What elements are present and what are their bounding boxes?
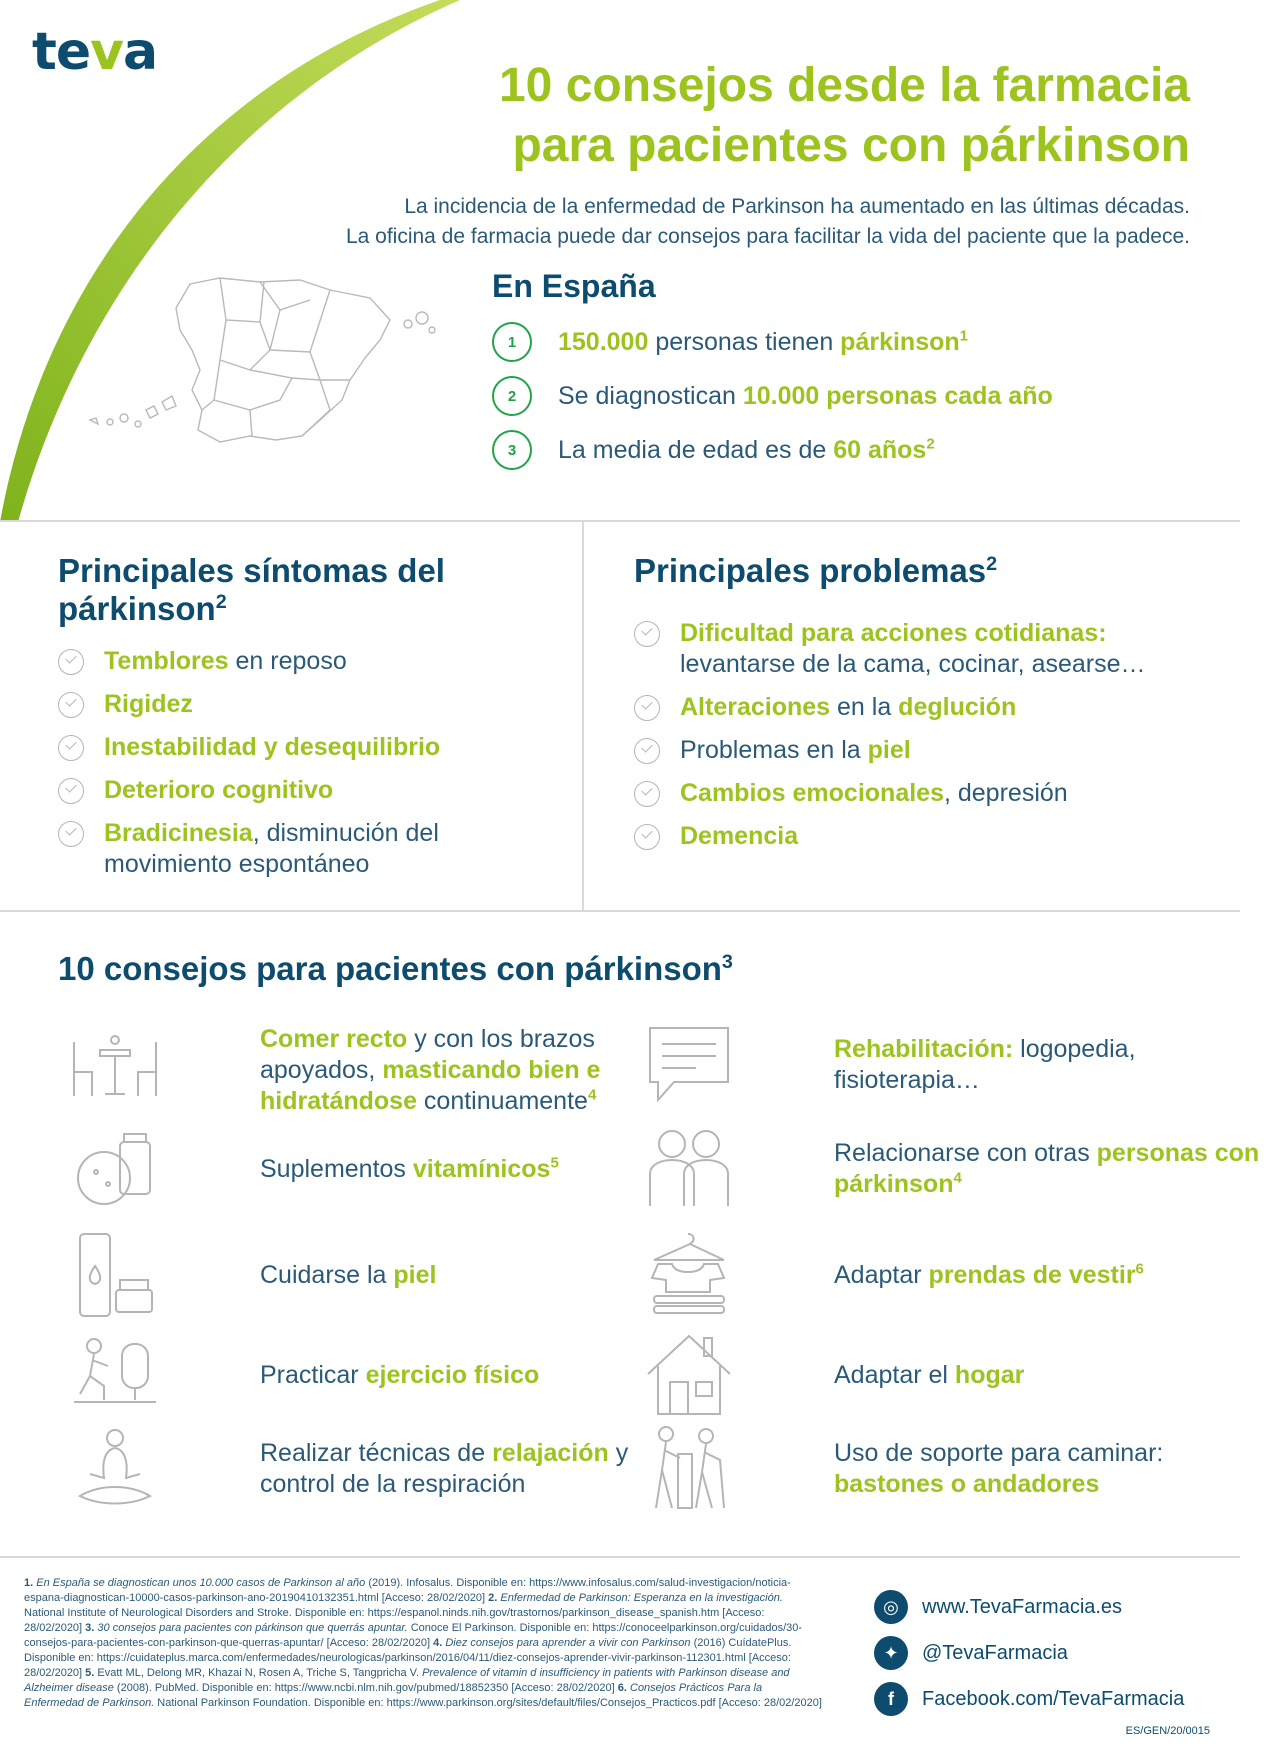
spain-map-icon bbox=[80, 260, 440, 490]
stat-number: 3 bbox=[492, 430, 532, 470]
intro-text: La incidencia de la enfermedad de Parkinson ha aumentado en las últimas décadas. La oficina de farmacia puede dar consejos para facilitar la vida del paciente que la padece. bbox=[345, 195, 1190, 248]
skin-cream-icon bbox=[70, 1230, 160, 1320]
facebook-link[interactable]: f Facebook.com/TevaFarmacia bbox=[874, 1682, 1184, 1716]
problems-title: Principales problemas$^2$ bbox=[634, 552, 998, 589]
tip-text: Uso de soporte para caminar: bastones o andadores bbox=[834, 1439, 1164, 1498]
check-icon bbox=[634, 738, 660, 764]
list-item: Cambios emocionales, depresión bbox=[634, 778, 1194, 809]
problems-list bbox=[634, 618, 1194, 864]
page-title: 10 consejos desde la farmacia para pacientes con párkinson bbox=[498, 59, 1190, 172]
tip-item bbox=[644, 1230, 1264, 1320]
list-item: Inestabilidad y desequilibrio bbox=[58, 732, 538, 763]
tip-text: Relacionarse con otras personas con párkinson$^4$ bbox=[834, 1139, 1260, 1198]
list-item: Rigidez bbox=[58, 689, 538, 720]
tip-text: Practicar ejercicio físico bbox=[260, 1360, 540, 1389]
facebook-icon: f bbox=[874, 1682, 908, 1716]
list-item: Deterioro cognitivo bbox=[58, 775, 538, 806]
list-item: Demencia bbox=[634, 821, 1194, 852]
stat-number: 1 bbox=[492, 322, 532, 362]
list-item: Temblores en reposo bbox=[58, 646, 538, 677]
check-icon bbox=[634, 695, 660, 721]
divider bbox=[0, 520, 1240, 522]
stat-item: 2 Se diagnostican 10.000 personas cada año bbox=[492, 376, 1053, 416]
twitter-icon: ✦ bbox=[874, 1636, 908, 1670]
check-icon bbox=[634, 781, 660, 807]
tip-text: Adaptar prendas de vestir$^6$ bbox=[834, 1260, 1144, 1289]
stat-number: 2 bbox=[492, 376, 532, 416]
check-icon bbox=[634, 824, 660, 850]
globe-icon: ◎ bbox=[874, 1590, 908, 1624]
tip-text: Comer recto y con los brazos apoyados, masticando bien e hidratándose continuamente$^4$ bbox=[260, 1025, 601, 1115]
list-item: Alteraciones en la deglución bbox=[634, 692, 1194, 723]
list-item: Problemas en la piel bbox=[634, 735, 1194, 766]
teva-logo: teva bbox=[32, 22, 158, 82]
people-icon bbox=[644, 1124, 734, 1214]
divider bbox=[0, 910, 1240, 912]
tip-text: Cuidarse la piel bbox=[260, 1260, 437, 1289]
check-icon bbox=[634, 621, 660, 647]
list-item: Dificultad para acciones cotidianas: levantarse de la cama, cocinar, asearse… bbox=[634, 618, 1194, 680]
orange-vitamins-icon bbox=[70, 1124, 160, 1214]
tip-item bbox=[70, 1330, 650, 1420]
check-icon bbox=[58, 649, 84, 675]
references: 1. En España se diagnostican unos 10.000 casos de Parkinson al año (2019). Infosalus. Disponible en: https://www.infosalus.com/salud-investigacion/noticia-espana-diagnostican-10000-casos-parkinson-ano-20190410132351.html [Acceso: 28/02/2020] 2. Enfermedad de Parkinson: Esperanza en la investigación. National Institute of Neurological Disorders and Stroke. Disponible en: https://espanol.ninds.nih.gov/trastornos/parkinson_disease_spanish.htm [Acceso: 28/02/2020] 3. 30 consejos para pacientes con párkinson que querrás apuntar. Conoce El Parkinson. Disponible en: https://conoceelparkinson.org/cuidados/30-consejos-para-pacientes-con-parkinson-que-querras-apuntar/ [Acceso: 28/02/2020] 4. Diez consejos para aprender a vivir con Parkinson (2016) CuídatePlus. Disponible en: https://cuidateplus.marca.com/enfermedades/neurologicas/parkinson/2016/04/11/diez-consejos-aprender-vivir-parkinson-112301.html [Acceso: 28/02/2020] 5. Evatt ML, Delong MR, Khazai N, Rosen A, Triche S, Tangpricha V. Prevalence of vitamin d insufficiency in patients with Parkinson disease and Alzheimer disease (2008). PubMed. Disponible en: https://www.ncbi.nlm.nih.gov/pubmed/18852350 [Acceso: 28/02/2020] 6. Consejos Prácticos Para la Enfermedad de Parkinson. National Parkinson Foundation. Disponible en: https://www.parkinson.org/sites/default/files/Consejos_Practicos.pdf [Acceso: 28/02/2020] bbox=[24, 1577, 822, 1709]
tip-item bbox=[70, 1124, 650, 1214]
tip-text: Rehabilitación: logopedia, fisioterapia… bbox=[834, 1035, 1136, 1094]
check-icon bbox=[58, 821, 84, 847]
document-code: ES/GEN/20/0015 bbox=[1125, 1725, 1210, 1737]
clothes-icon bbox=[644, 1230, 734, 1320]
tips-title: 10 consejos para pacientes con párkinson$^3$ bbox=[58, 950, 733, 987]
symptoms-list bbox=[58, 646, 538, 892]
walking-aid-icon bbox=[644, 1424, 734, 1514]
tip-item bbox=[644, 1424, 1264, 1514]
tip-text: Suplementos vitamínicos$^5$ bbox=[260, 1154, 559, 1183]
twitter-link[interactable]: ✦ @TevaFarmacia bbox=[874, 1636, 1068, 1670]
tip-item bbox=[644, 1330, 1264, 1420]
tip-item bbox=[644, 1124, 1264, 1214]
check-icon bbox=[58, 778, 84, 804]
stat-item: 3 La media de edad es de 60 años$^2$ bbox=[492, 430, 935, 470]
home-icon bbox=[644, 1330, 734, 1420]
exercise-icon bbox=[70, 1330, 160, 1420]
divider bbox=[0, 1556, 1240, 1558]
check-icon bbox=[58, 692, 84, 718]
stat-item: 1 150.000 personas tienen párkinson$^1$ bbox=[492, 322, 968, 362]
tip-text: Realizar técnicas de relajación y control de la respiración bbox=[260, 1439, 629, 1498]
tip-item bbox=[70, 1230, 650, 1320]
tip-item bbox=[70, 1424, 650, 1514]
website-link[interactable]: ◎ www.TevaFarmacia.es bbox=[874, 1590, 1122, 1624]
dining-table-icon bbox=[70, 1026, 160, 1116]
tip-item bbox=[70, 1024, 650, 1117]
tip-text: Adaptar el hogar bbox=[834, 1360, 1025, 1389]
list-item: Bradicinesia, disminución del movimiento espontáneo bbox=[58, 818, 538, 880]
divider bbox=[582, 522, 584, 910]
tip-item bbox=[644, 1020, 1264, 1110]
speech-bubble-icon bbox=[644, 1020, 734, 1110]
meditation-icon bbox=[70, 1424, 160, 1514]
check-icon bbox=[58, 735, 84, 761]
symptoms-title: Principales síntomas del párkinson$^2$ bbox=[58, 552, 445, 627]
spain-section-title: En España bbox=[492, 268, 656, 304]
